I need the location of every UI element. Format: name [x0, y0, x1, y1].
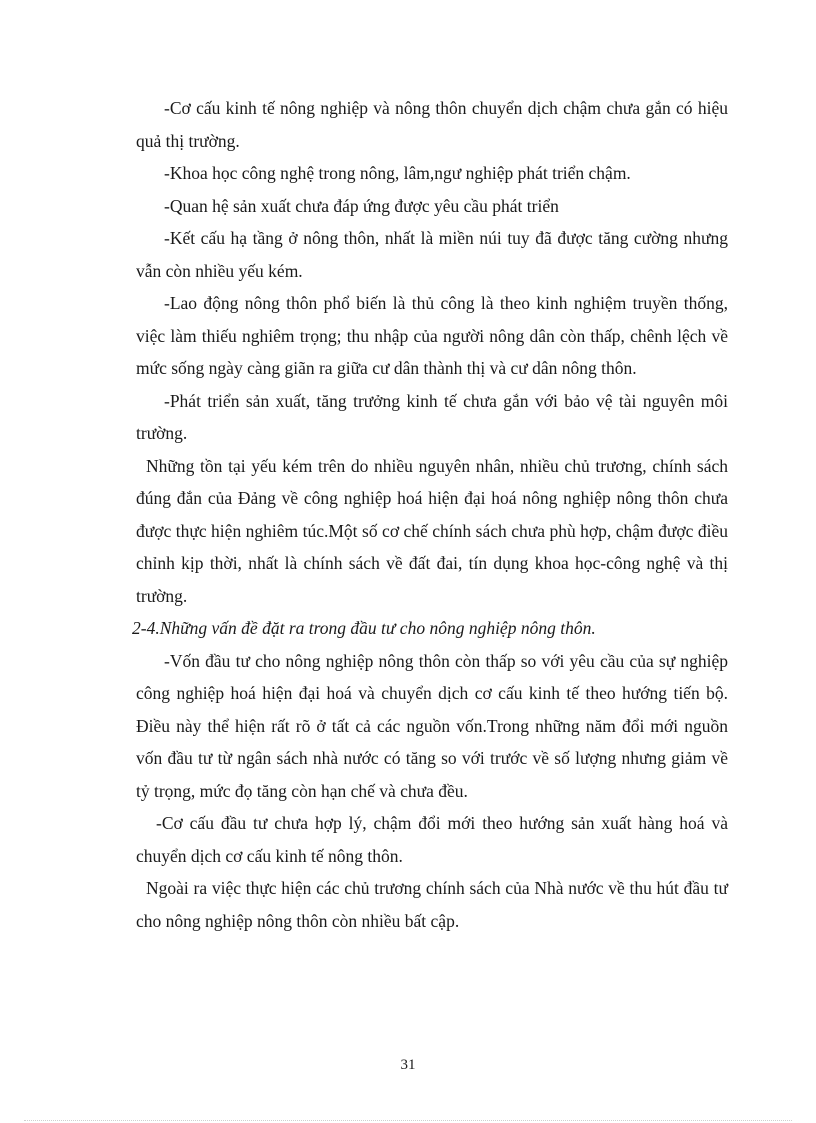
document-body — [132, 92, 728, 937]
page-bottom-divider — [24, 1120, 792, 1121]
paragraph-rural-labor: -Lao động nông thôn phổ biến là thủ công là theo kinh nghiệm truyền thống, việc làm thiếu nghiêm trọng; thu nhập của người nông dân còn thấp, chênh lệch về mức sống ngày càng giãn ra giữa cư dân thành thị và cư dân nông thôn. — [136, 293, 728, 378]
section-heading: 2-4.Những vấn đề đặt ra trong đầu tư cho nông nghiệp nông thôn. — [132, 618, 596, 638]
paragraph-causes: Những tồn tại yếu kém trên do nhiều nguyên nhân, nhiều chủ trương, chính sách đúng đắn của Đảng về công nghiệp hoá hiện đại hoá nông nghiệp nông thôn chưa được thực hiện nghiêm túc.Một số cơ chế chính sách chưa phù hợp, chậm được điều chỉnh kịp thời, nhất là chính sách về đất đai, tín dụng khoa học-công nghệ và thị trường. — [136, 455, 728, 606]
paragraph-science-technology: -Khoa học công nghệ trong nông, lâm,ngư nghiệp phát triển chậm. — [164, 163, 631, 183]
paragraph-investment-structure: -Cơ cấu đầu tư chưa hợp lý, chậm đổi mới theo hướng sản xuất hàng hoá và chuyển dịch cơ cấu kinh tế nông thôn. — [136, 813, 728, 866]
paragraph-production-relations: -Quan hệ sản xuất chưa đáp ứng được yêu cầu phát triển — [164, 195, 559, 216]
paragraph-economic-structure: -Cơ cấu kinh tế nông nghiệp và nông thôn chuyển dịch chậm chưa gắn có hiệu quả thị trường. — [136, 98, 728, 151]
paragraph-infrastructure: -Kết cấu hạ tầng ở nông thôn, nhất là miền núi tuy đã được tăng cường nhưng vẫn còn nhiều yếu kém. — [136, 228, 728, 281]
page-number: 31 — [400, 1057, 416, 1073]
paragraph-environment: -Phát triển sản xuất, tăng trưởng kinh tế chưa gắn với bảo vệ tài nguyên môi trường. — [136, 390, 728, 443]
paragraph-policy-shortcomings: Ngoài ra việc thực hiện các chủ trương chính sách của Nhà nước về thu hút đầu tư cho nông nghiệp nông thôn còn nhiều bất cập. — [136, 878, 728, 931]
paragraph-investment-capital: -Vốn đầu tư cho nông nghiệp nông thôn còn thấp so với yêu cầu của sự nghiệp công nghiệp hoá hiện đại hoá và chuyển dịch cơ cấu kinh tế theo hướng tiến bộ. Điều này thể hiện rất rõ ở tất cả các nguồn vốn.Trong những năm đổi mới nguồn vốn đầu tư từ ngân sách nhà nước có tăng so với trước về số lượng nhưng giảm về tỷ trọng, mức đọ tăng còn hạn chế và chưa đều. — [136, 650, 728, 801]
